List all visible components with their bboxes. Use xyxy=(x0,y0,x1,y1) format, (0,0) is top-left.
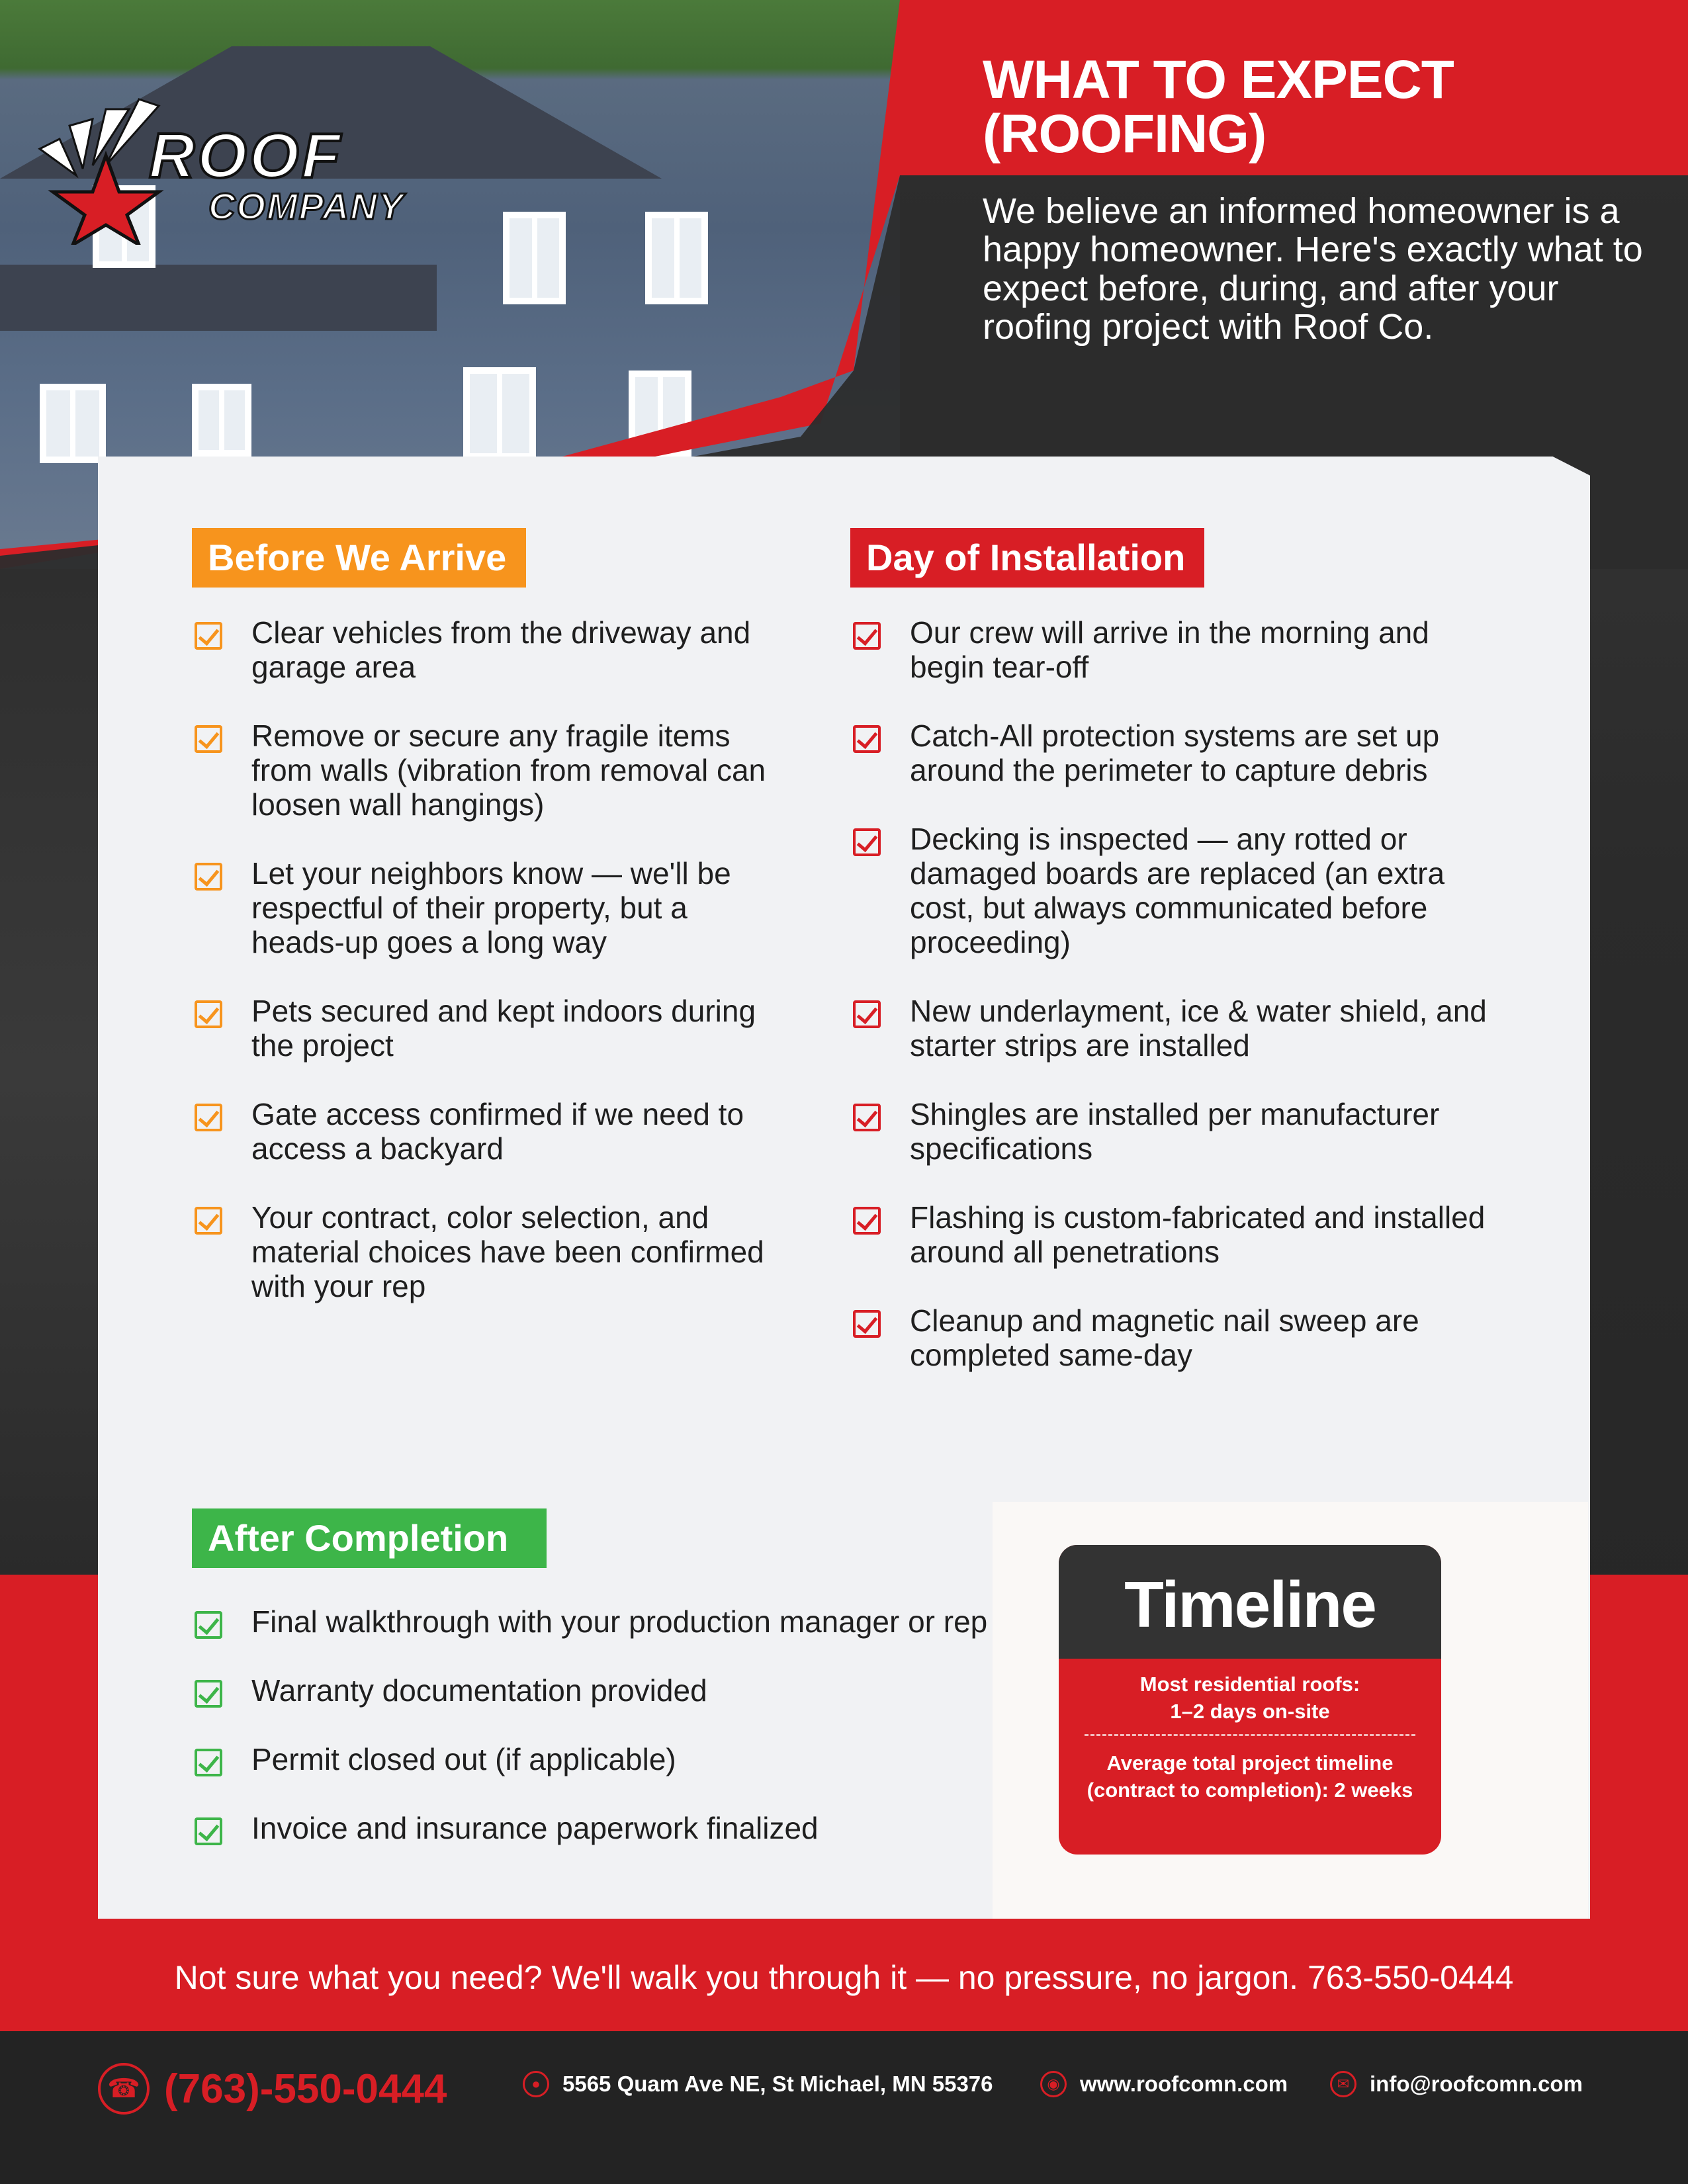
checkbox-icon xyxy=(853,828,881,856)
after-heading: After Completion xyxy=(192,1508,547,1568)
list-item: Permit closed out (if applicable) xyxy=(192,1742,1085,1776)
logo-roof-text: ROOF xyxy=(149,120,343,191)
list-item: Warranty documentation provided xyxy=(192,1673,1085,1708)
list-item: Your contract, color selection, and material choices have been confirmed with your rep xyxy=(192,1200,787,1303)
timeline-line: 1–2 days on-site xyxy=(1170,1700,1330,1723)
list-item: Gate access confirmed if we need to access a backyard xyxy=(192,1097,787,1166)
list-item: New underlayment, ice & water shield, and starter strips are installed xyxy=(850,994,1512,1063)
page-title: WHAT TO EXPECT (ROOFING) xyxy=(983,50,1454,164)
footer-website[interactable]: ◉ www.roofcomn.com xyxy=(1040,2071,1288,2097)
location-pin-icon: ● xyxy=(523,2071,549,2097)
list-item: Invoice and insurance paperwork finalized xyxy=(192,1811,1085,1845)
checkbox-icon xyxy=(195,1749,222,1776)
checkbox-icon xyxy=(195,1817,222,1845)
after-list xyxy=(192,1604,1085,1880)
checkbox-icon xyxy=(853,1104,881,1131)
list-item: Our crew will arrive in the morning and begin tear-off xyxy=(850,615,1512,684)
checkbox-icon xyxy=(853,1000,881,1028)
list-item: Shingles are installed per manufacturer specifications xyxy=(850,1097,1512,1166)
checkbox-icon xyxy=(195,1207,222,1235)
checkbox-icon xyxy=(853,1207,881,1235)
checkbox-icon xyxy=(195,1000,222,1028)
checkbox-icon xyxy=(853,725,881,753)
timeline-line: Average total project timeline xyxy=(1106,1751,1394,1774)
list-item: Remove or secure any fragile items from walls (vibration from removal can loosen wall hangings) xyxy=(192,719,787,822)
call-to-action: Not sure what you need? We'll walk you through it — no pressure, no jargon. 763-550-0444 xyxy=(174,1959,1514,1996)
intro-text: We believe an informed homeowner is a happy homeowner. Here's exactly what to expect before, during, and after your roofing project with Roof Co. xyxy=(983,191,1643,347)
timeline-line: (contract to completion): 2 weeks xyxy=(1087,1778,1413,1802)
checkbox-icon xyxy=(195,622,222,650)
phone-icon: ☎ xyxy=(98,2063,150,2115)
footer-phone[interactable]: ☎ (763)-550-0444 xyxy=(98,2063,447,2115)
checkbox-icon xyxy=(195,1680,222,1708)
list-item: Pets secured and kept indoors during the project xyxy=(192,994,787,1063)
list-item: Let your neighbors know — we'll be respectful of their property, but a heads-up goes a long way xyxy=(192,856,787,959)
footer-address: ● 5565 Quam Ave NE, St Michael, MN 55376 xyxy=(523,2071,993,2097)
before-list xyxy=(192,615,787,1303)
company-logo xyxy=(7,93,430,245)
checkbox-icon xyxy=(195,1104,222,1131)
timeline-heading: Timeline xyxy=(1059,1545,1441,1659)
globe-icon: ◉ xyxy=(1040,2071,1067,2097)
day-heading: Day of Installation xyxy=(850,528,1204,588)
list-item: Clear vehicles from the driveway and garage area xyxy=(192,615,787,684)
checkbox-icon xyxy=(853,1310,881,1338)
before-heading: Before We Arrive xyxy=(192,528,526,588)
checkbox-icon xyxy=(195,863,222,891)
checkbox-icon xyxy=(853,622,881,650)
list-item: Flashing is custom-fabricated and installed around all penetrations xyxy=(850,1200,1512,1269)
list-item: Decking is inspected — any rotted or damaged boards are replaced (an extra cost, but always communicated before proceeding) xyxy=(850,822,1512,959)
list-item: Catch-All protection systems are set up around the perimeter to capture debris xyxy=(850,719,1512,787)
timeline-box xyxy=(1059,1545,1441,1855)
checkbox-icon xyxy=(195,1611,222,1639)
mail-icon: ✉ xyxy=(1330,2071,1356,2097)
list-item: Cleanup and magnetic nail sweep are completed same-day xyxy=(850,1303,1512,1372)
day-list xyxy=(850,615,1512,1372)
footer-email[interactable]: ✉ info@roofcomn.com xyxy=(1330,2071,1583,2097)
timeline-divider xyxy=(1085,1734,1415,1736)
list-item: Final walkthrough with your production manager or rep xyxy=(192,1604,1085,1639)
checkbox-icon xyxy=(195,725,222,753)
timeline-line: Most residential roofs: xyxy=(1139,1673,1360,1696)
logo-company-text: COMPANY xyxy=(208,185,405,227)
